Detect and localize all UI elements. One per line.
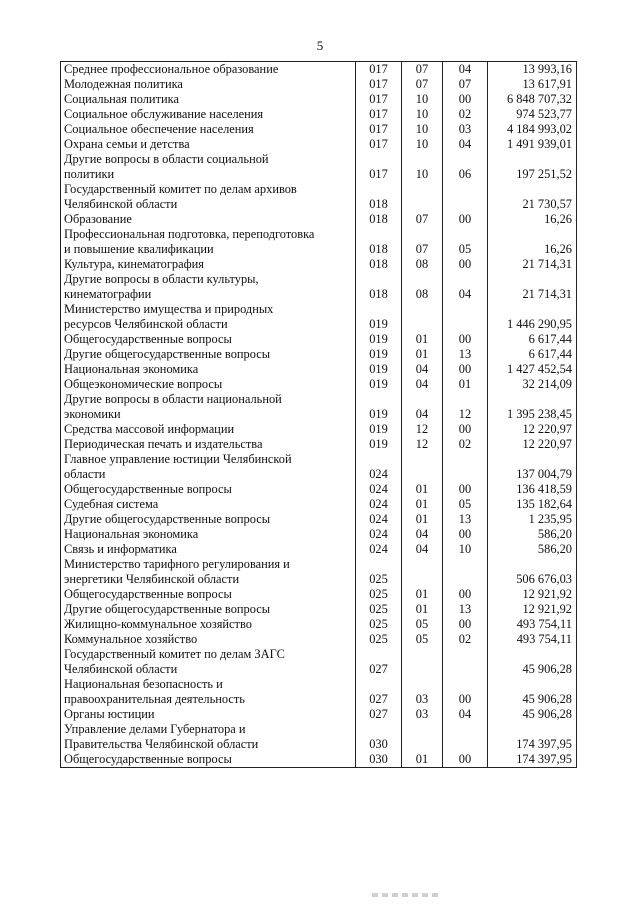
row-name-line: Среднее профессиональное образование <box>64 62 279 76</box>
row-name-line: Другие вопросы в области национальной <box>64 392 282 406</box>
table-row <box>61 122 577 137</box>
table-row <box>61 482 577 497</box>
row-amount: 974 523,77 <box>488 107 577 122</box>
row-name <box>61 602 356 617</box>
row-subsection: 04 <box>443 707 488 722</box>
table-row <box>61 632 577 647</box>
row-code: 025 <box>356 602 402 617</box>
table-row <box>61 152 577 182</box>
row-name-line: Государственный комитет по делам архивов <box>64 182 297 196</box>
row-name <box>61 122 356 137</box>
row-name <box>61 722 356 752</box>
row-subsection <box>443 557 488 587</box>
row-amount: 493 754,11 <box>488 617 577 632</box>
row-name-line: Образование <box>64 212 132 226</box>
row-name-line: Другие вопросы в области социальной <box>64 152 269 166</box>
row-name <box>61 587 356 602</box>
row-subsection <box>443 182 488 212</box>
row-section: 08 <box>402 272 443 302</box>
row-name-line: Связь и информатика <box>64 542 177 556</box>
row-section: 10 <box>402 137 443 152</box>
row-name-line: Общегосударственные вопросы <box>64 587 232 601</box>
table-row <box>61 602 577 617</box>
row-name-line: Другие общегосударственные вопросы <box>64 602 271 616</box>
row-subsection: 00 <box>443 362 488 377</box>
row-subsection: 00 <box>443 257 488 272</box>
table-row <box>61 677 577 707</box>
row-code: 017 <box>356 137 402 152</box>
row-name-line: Министерство тарифного регулирования и <box>64 557 290 571</box>
table-row <box>61 92 577 107</box>
row-amount: 45 906,28 <box>488 707 577 722</box>
row-code: 024 <box>356 512 402 527</box>
row-amount: 6 617,44 <box>488 347 577 362</box>
row-subsection: 00 <box>443 677 488 707</box>
row-name <box>61 362 356 377</box>
row-subsection: 00 <box>443 332 488 347</box>
row-code: 019 <box>356 302 402 332</box>
row-name-line: Общегосударственные вопросы <box>64 332 232 346</box>
table-row <box>61 107 577 122</box>
row-section: 12 <box>402 422 443 437</box>
row-section: 01 <box>402 587 443 602</box>
row-code: 018 <box>356 272 402 302</box>
row-name <box>61 677 356 707</box>
row-section <box>402 302 443 332</box>
row-name <box>61 422 356 437</box>
row-name-line: Челябинской области <box>64 662 178 676</box>
row-name-line: Национальная экономика <box>64 362 199 376</box>
row-amount: 12 921,92 <box>488 587 577 602</box>
row-amount: 13 993,16 <box>488 62 577 78</box>
table-row <box>61 512 577 527</box>
row-section: 01 <box>402 332 443 347</box>
row-subsection: 00 <box>443 212 488 227</box>
row-code: 027 <box>356 677 402 707</box>
table-row <box>61 302 577 332</box>
table-row <box>61 362 577 377</box>
table-row <box>61 617 577 632</box>
row-code: 018 <box>356 227 402 257</box>
row-section: 07 <box>402 227 443 257</box>
row-section: 07 <box>402 62 443 78</box>
row-name-line: Коммунальное хозяйство <box>64 632 198 646</box>
row-name <box>61 527 356 542</box>
row-section: 01 <box>402 602 443 617</box>
table-row <box>61 437 577 452</box>
table-row <box>61 257 577 272</box>
row-name-line: Другие общегосударственные вопросы <box>64 512 271 526</box>
row-section: 01 <box>402 752 443 768</box>
row-name-line: области <box>64 467 106 481</box>
row-amount: 16,26 <box>488 227 577 257</box>
table-row <box>61 707 577 722</box>
row-section: 07 <box>402 212 443 227</box>
row-name-line: Национальная безопасность и <box>64 677 223 691</box>
table-row <box>61 392 577 422</box>
row-amount: 6 617,44 <box>488 332 577 347</box>
row-name-line: Управление делами Губернатора и <box>64 722 246 736</box>
row-subsection <box>443 452 488 482</box>
row-code: 024 <box>356 527 402 542</box>
row-name-line: правоохранительная деятельность <box>64 692 245 706</box>
row-name <box>61 227 356 257</box>
row-name <box>61 377 356 392</box>
row-amount: 586,20 <box>488 542 577 557</box>
row-name-line: Охрана семьи и детства <box>64 137 190 151</box>
row-code: 019 <box>356 332 402 347</box>
table-row <box>61 377 577 392</box>
row-amount: 13 617,91 <box>488 77 577 92</box>
table-row <box>61 497 577 512</box>
row-code: 019 <box>356 362 402 377</box>
row-section: 10 <box>402 122 443 137</box>
row-name <box>61 152 356 182</box>
row-name <box>61 212 356 227</box>
row-name-line: Профессиональная подготовка, переподготовка <box>64 227 315 241</box>
row-section: 03 <box>402 677 443 707</box>
row-code: 017 <box>356 107 402 122</box>
row-name-line: Жилищно-коммунальное хозяйство <box>64 617 252 631</box>
row-code: 017 <box>356 92 402 107</box>
table-row <box>61 527 577 542</box>
row-name-line: Судебная система <box>64 497 159 511</box>
row-code: 030 <box>356 752 402 768</box>
row-name <box>61 452 356 482</box>
table-row <box>61 452 577 482</box>
row-name-line: экономики <box>64 407 121 421</box>
row-subsection: 13 <box>443 347 488 362</box>
row-code: 024 <box>356 482 402 497</box>
row-name <box>61 752 356 768</box>
row-code: 025 <box>356 557 402 587</box>
row-subsection: 04 <box>443 62 488 78</box>
row-amount: 586,20 <box>488 527 577 542</box>
row-code: 024 <box>356 452 402 482</box>
row-name <box>61 302 356 332</box>
row-section: 01 <box>402 497 443 512</box>
row-subsection: 05 <box>443 497 488 512</box>
row-name-line: энергетики Челябинской области <box>64 572 240 586</box>
row-amount: 21 714,31 <box>488 272 577 302</box>
row-code: 017 <box>356 77 402 92</box>
row-amount: 6 848 707,32 <box>488 92 577 107</box>
row-section: 04 <box>402 392 443 422</box>
table-row <box>61 647 577 677</box>
row-subsection: 00 <box>443 527 488 542</box>
row-name-line: Другие общегосударственные вопросы <box>64 347 271 361</box>
row-name-line: Общегосударственные вопросы <box>64 752 232 766</box>
row-name-line: Социальное обеспечение населения <box>64 122 254 136</box>
row-subsection <box>443 302 488 332</box>
row-section: 07 <box>402 77 443 92</box>
table-row <box>61 347 577 362</box>
row-amount: 1 427 452,54 <box>488 362 577 377</box>
row-amount: 45 906,28 <box>488 647 577 677</box>
row-amount: 12 921,92 <box>488 602 577 617</box>
table-row <box>61 137 577 152</box>
row-amount: 493 754,11 <box>488 632 577 647</box>
row-code: 019 <box>356 437 402 452</box>
row-code: 025 <box>356 617 402 632</box>
row-code: 019 <box>356 377 402 392</box>
row-name-line: Социальное обслуживание населения <box>64 107 264 121</box>
row-subsection <box>443 647 488 677</box>
row-subsection: 10 <box>443 542 488 557</box>
table-row <box>61 77 577 92</box>
row-name <box>61 437 356 452</box>
table-row <box>61 62 577 78</box>
budget-table <box>60 61 577 768</box>
row-section: 01 <box>402 347 443 362</box>
row-code: 019 <box>356 347 402 362</box>
row-subsection: 06 <box>443 152 488 182</box>
row-name-line: Периодическая печать и издательства <box>64 437 263 451</box>
row-name <box>61 107 356 122</box>
row-name <box>61 272 356 302</box>
row-subsection: 04 <box>443 137 488 152</box>
row-subsection: 01 <box>443 377 488 392</box>
row-name-line: Общеэкономические вопросы <box>64 377 223 391</box>
row-subsection: 00 <box>443 752 488 768</box>
table-row <box>61 332 577 347</box>
row-section: 10 <box>402 107 443 122</box>
row-amount: 1 395 238,45 <box>488 392 577 422</box>
row-name-line: Правительства Челябинской области <box>64 737 259 751</box>
row-name-line: Средства массовой информации <box>64 422 235 436</box>
row-subsection: 03 <box>443 122 488 137</box>
row-amount: 137 004,79 <box>488 452 577 482</box>
row-name <box>61 557 356 587</box>
row-subsection: 13 <box>443 602 488 617</box>
row-subsection: 00 <box>443 422 488 437</box>
table-row <box>61 212 577 227</box>
table-row <box>61 587 577 602</box>
row-code: 017 <box>356 152 402 182</box>
row-name <box>61 182 356 212</box>
row-name <box>61 77 356 92</box>
row-amount: 21 730,57 <box>488 182 577 212</box>
table-row <box>61 272 577 302</box>
row-section: 01 <box>402 482 443 497</box>
row-code: 018 <box>356 212 402 227</box>
row-name <box>61 647 356 677</box>
row-code: 018 <box>356 182 402 212</box>
row-subsection: 02 <box>443 107 488 122</box>
row-name <box>61 482 356 497</box>
row-name <box>61 617 356 632</box>
row-amount: 174 397,95 <box>488 722 577 752</box>
row-code: 025 <box>356 587 402 602</box>
row-subsection: 07 <box>443 77 488 92</box>
row-section: 04 <box>402 362 443 377</box>
row-amount: 135 182,64 <box>488 497 577 512</box>
row-name-line: ресурсов Челябинской области <box>64 317 228 331</box>
row-name-line: Культура, кинематография <box>64 257 204 271</box>
row-name <box>61 257 356 272</box>
row-subsection <box>443 722 488 752</box>
row-name-line: Национальная экономика <box>64 527 199 541</box>
row-amount: 4 184 993,02 <box>488 122 577 137</box>
row-code: 017 <box>356 62 402 78</box>
row-amount: 1 491 939,01 <box>488 137 577 152</box>
row-amount: 16,26 <box>488 212 577 227</box>
row-section: 12 <box>402 437 443 452</box>
row-subsection: 02 <box>443 632 488 647</box>
row-code: 030 <box>356 722 402 752</box>
row-name <box>61 632 356 647</box>
row-subsection: 00 <box>443 617 488 632</box>
row-section <box>402 647 443 677</box>
row-section <box>402 557 443 587</box>
row-section <box>402 182 443 212</box>
row-amount: 197 251,52 <box>488 152 577 182</box>
row-name-line: Челябинской области <box>64 197 178 211</box>
row-section: 03 <box>402 707 443 722</box>
row-name <box>61 62 356 78</box>
row-section: 04 <box>402 377 443 392</box>
row-section <box>402 452 443 482</box>
row-name-line: Общегосударственные вопросы <box>64 482 232 496</box>
row-section: 10 <box>402 92 443 107</box>
table-row <box>61 542 577 557</box>
row-code: 019 <box>356 392 402 422</box>
row-amount: 506 676,03 <box>488 557 577 587</box>
row-amount: 136 418,59 <box>488 482 577 497</box>
row-section <box>402 722 443 752</box>
row-name <box>61 497 356 512</box>
row-section: 04 <box>402 542 443 557</box>
row-code: 027 <box>356 707 402 722</box>
row-subsection: 05 <box>443 227 488 257</box>
row-code: 017 <box>356 122 402 137</box>
table-row <box>61 227 577 257</box>
row-name <box>61 347 356 362</box>
row-amount: 174 397,95 <box>488 752 577 768</box>
budget-table-body <box>61 62 577 768</box>
row-subsection: 02 <box>443 437 488 452</box>
row-section: 01 <box>402 512 443 527</box>
row-code: 027 <box>356 647 402 677</box>
row-code: 025 <box>356 632 402 647</box>
table-row <box>61 557 577 587</box>
row-code: 018 <box>356 257 402 272</box>
row-section: 10 <box>402 152 443 182</box>
row-subsection: 00 <box>443 92 488 107</box>
row-code: 019 <box>356 422 402 437</box>
row-amount: 12 220,97 <box>488 422 577 437</box>
row-amount: 12 220,97 <box>488 437 577 452</box>
row-name-line: Главное управление юстиции Челябинской <box>64 452 292 466</box>
row-name-line: Министерство имущества и природных <box>64 302 274 316</box>
row-amount: 32 214,09 <box>488 377 577 392</box>
row-amount: 1 446 290,95 <box>488 302 577 332</box>
table-row <box>61 182 577 212</box>
row-subsection: 12 <box>443 392 488 422</box>
row-name <box>61 332 356 347</box>
row-name-line: Органы юстиции <box>64 707 155 721</box>
row-name-line: и повышение квалификации <box>64 242 214 256</box>
table-row <box>61 422 577 437</box>
scan-artifact <box>372 893 442 897</box>
row-name-line: кинематографии <box>64 287 152 301</box>
row-amount: 21 714,31 <box>488 257 577 272</box>
page-number: 5 <box>316 38 324 53</box>
row-section: 05 <box>402 632 443 647</box>
row-name-line: Другие вопросы в области культуры, <box>64 272 259 286</box>
row-name <box>61 542 356 557</box>
row-subsection: 04 <box>443 272 488 302</box>
row-name-line: Социальная политика <box>64 92 179 106</box>
row-subsection: 00 <box>443 587 488 602</box>
row-name <box>61 707 356 722</box>
row-amount: 1 235,95 <box>488 512 577 527</box>
row-name-line: Молодежная политика <box>64 77 183 91</box>
row-name <box>61 92 356 107</box>
row-amount: 45 906,28 <box>488 677 577 707</box>
row-name <box>61 392 356 422</box>
row-name-line: политики <box>64 167 115 181</box>
table-row <box>61 752 577 768</box>
row-name <box>61 512 356 527</box>
row-section: 04 <box>402 527 443 542</box>
row-code: 024 <box>356 542 402 557</box>
row-subsection: 00 <box>443 482 488 497</box>
row-name <box>61 137 356 152</box>
row-section: 08 <box>402 257 443 272</box>
row-name-line: Государственный комитет по делам ЗАГС <box>64 647 285 661</box>
table-row <box>61 722 577 752</box>
row-subsection: 13 <box>443 512 488 527</box>
row-code: 024 <box>356 497 402 512</box>
row-section: 05 <box>402 617 443 632</box>
